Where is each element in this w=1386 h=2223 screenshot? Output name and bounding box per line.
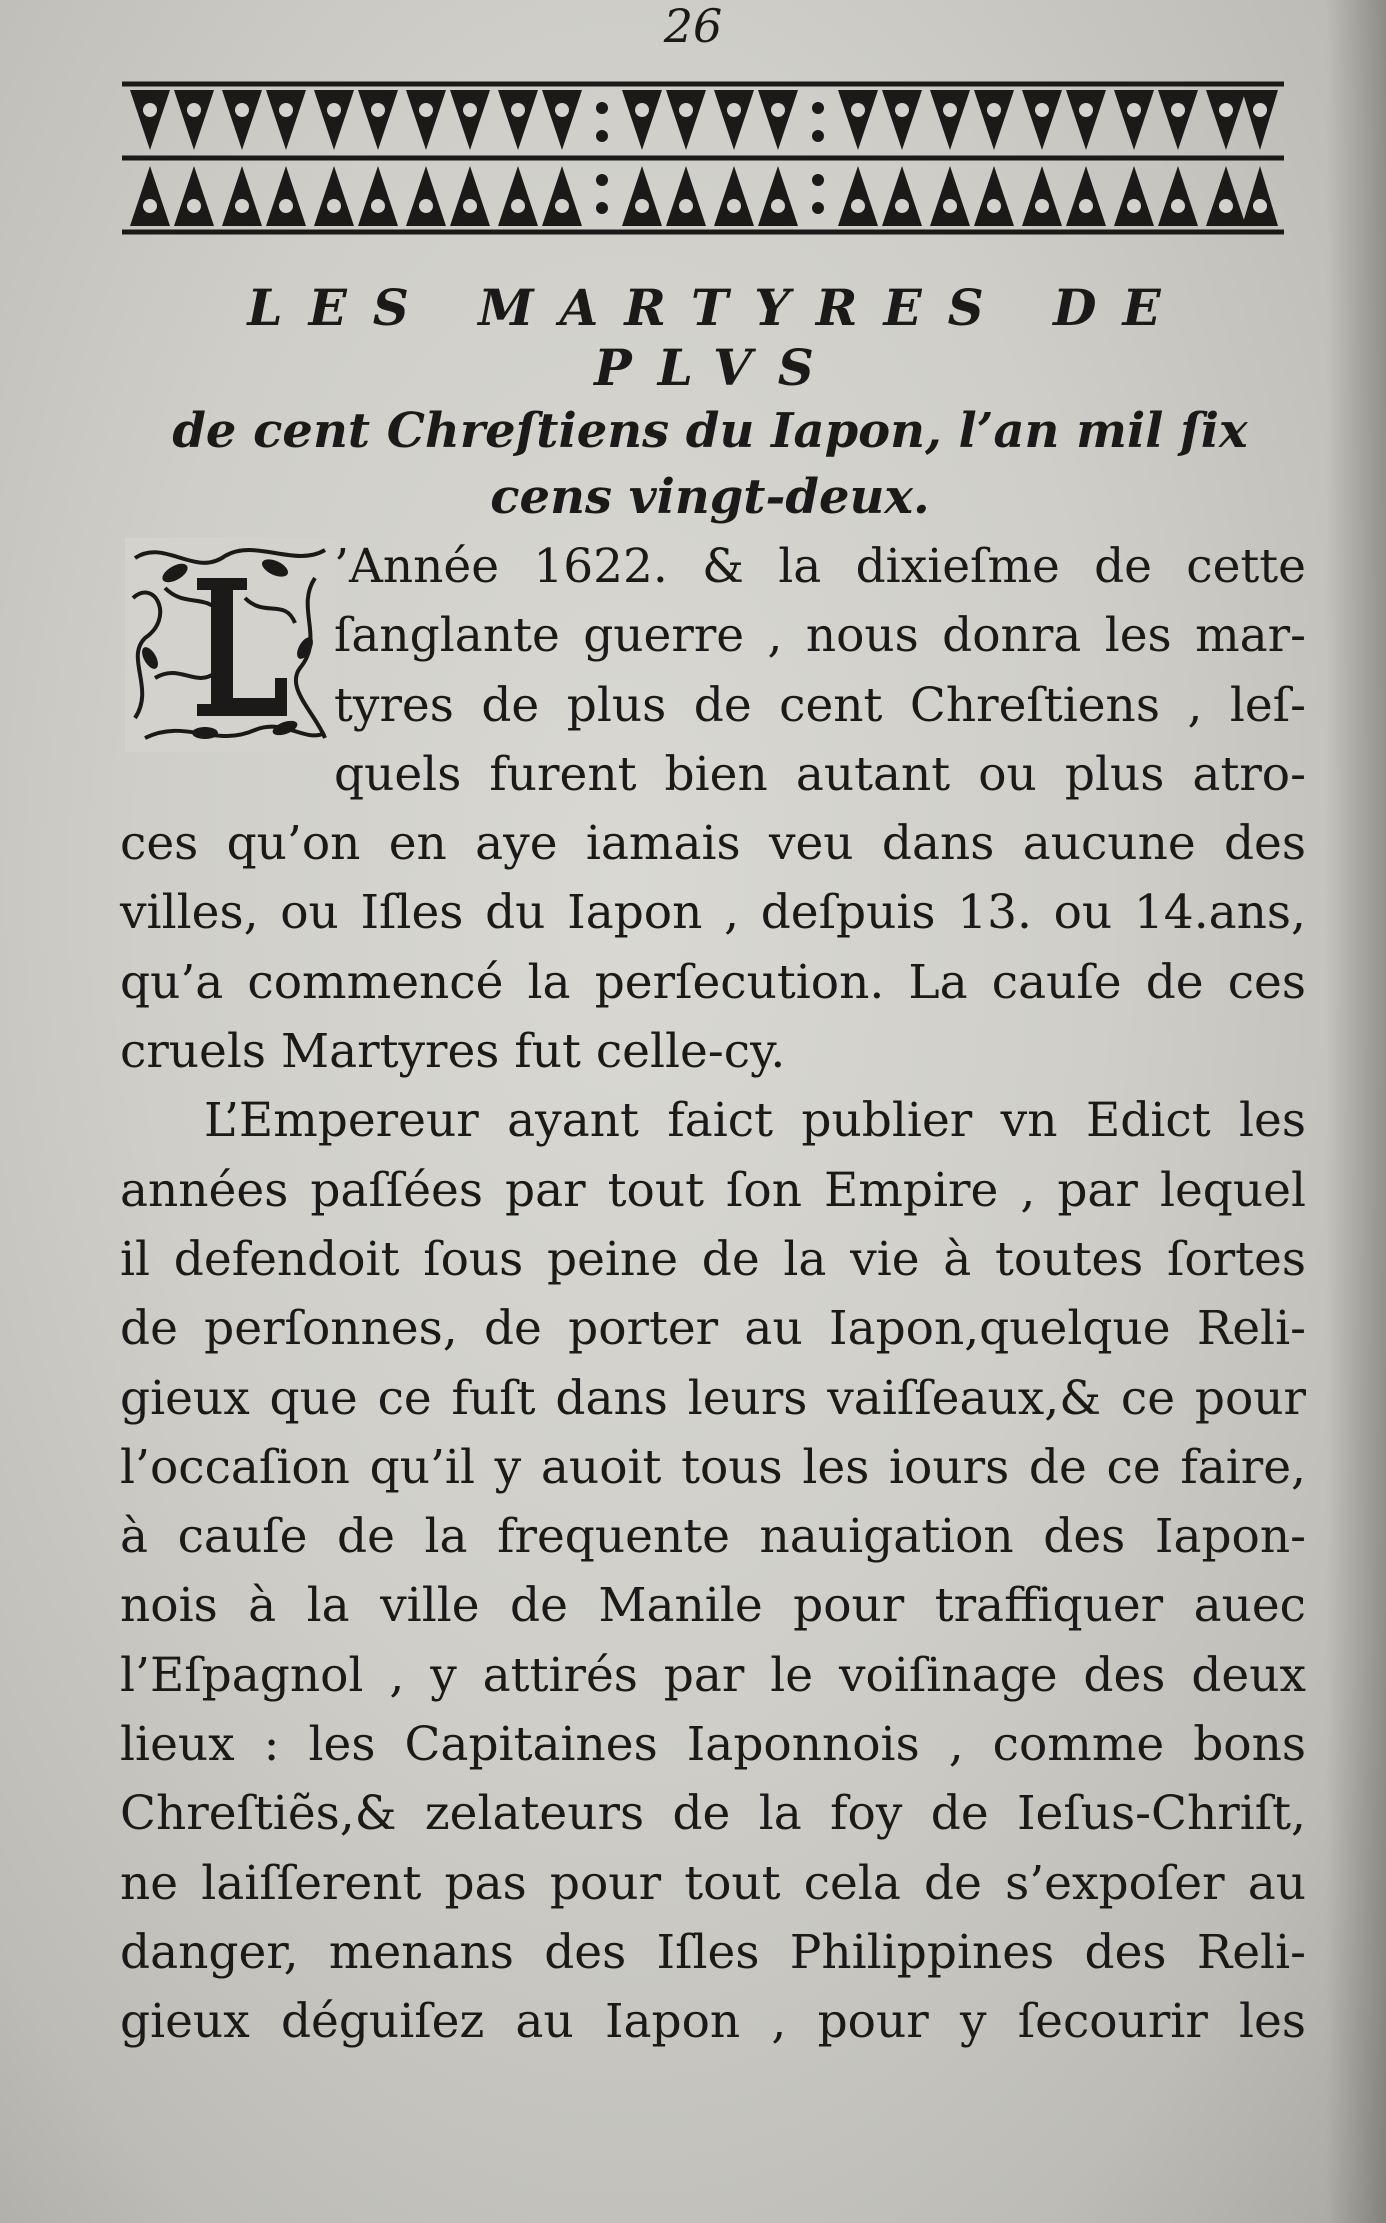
text-line: l’occaſion qu’il y auoit tous les iours de ce faire, [120,1439,1306,1495]
text-line: tyres de plus de cent Chreſtiens , leſ- [334,677,1306,733]
decorative-headpiece-band [122,80,1284,236]
text-line: lieux : les Capitaines Iaponnois , comme bons [120,1717,1306,1773]
title-line-3: cens vingt-deux. [490,469,930,525]
text-line: gieux que ce fuſt dans leurs vaiſſeaux,& ce pour [120,1370,1306,1426]
text-line: L’Empereur ayant faict publier vn Edict les [204,1093,1306,1149]
text-line: nois à la ville de Manile pour traffiquer auec [120,1578,1306,1634]
text-line: danger, menans des Iſles Philippines des Reli- [120,1924,1306,1980]
page-number: 26 [663,0,723,53]
title-line-1: LES MARTYRES DE PLVS [247,278,1187,397]
title-line-2: de cent Chreſtiens du Iapon, l’an mil ſix [172,403,1248,459]
text-line: de perſonnes, de porter au Iapon,quelque Reli- [120,1301,1306,1357]
text-line: gieux déguiſez au Iapon , pour y ſecourir les [120,1994,1306,2050]
text-line: il defendoit ſous peine de la vie à toutes ſortes [120,1231,1306,1287]
text-line: ’Année 1622. & la dixieſme de cette [334,539,1306,594]
text-line: ces qu’on en aye iamais veu dans aucune des [120,816,1306,872]
body-text [120,532,1306,2057]
text-line: quels furent bien autant ou plus atro- [334,746,1306,802]
text-line: villes, ou Iſles du Iapon , deſpuis 13. ou 14.ans, [120,885,1306,941]
text-line: Chreſtiẽs,& zelateurs de la foy de Ieſus-Chriſt, [120,1786,1306,1842]
text-line: années paſſées par tout ſon Empire , par lequel [120,1162,1306,1218]
text-line: qu’a commencé la perſecution. La cauſe de ces [120,954,1306,1010]
text-line: ſanglante guerre , nous donra les mar- [334,608,1306,664]
page-edge-shadow [1326,0,1386,2223]
text-line: ne laiſſerent pas pour tout cela de s’expoſer au [120,1855,1306,1911]
chapter-title [110,278,1310,530]
text-line: cruels Martyres fut celle-cy. [120,1024,786,1080]
text-line: l’Eſpagnol , y attirés par le voiſinage des deux [120,1647,1306,1703]
text-line: à cauſe de la frequente nauigation des Iapon- [120,1509,1306,1565]
